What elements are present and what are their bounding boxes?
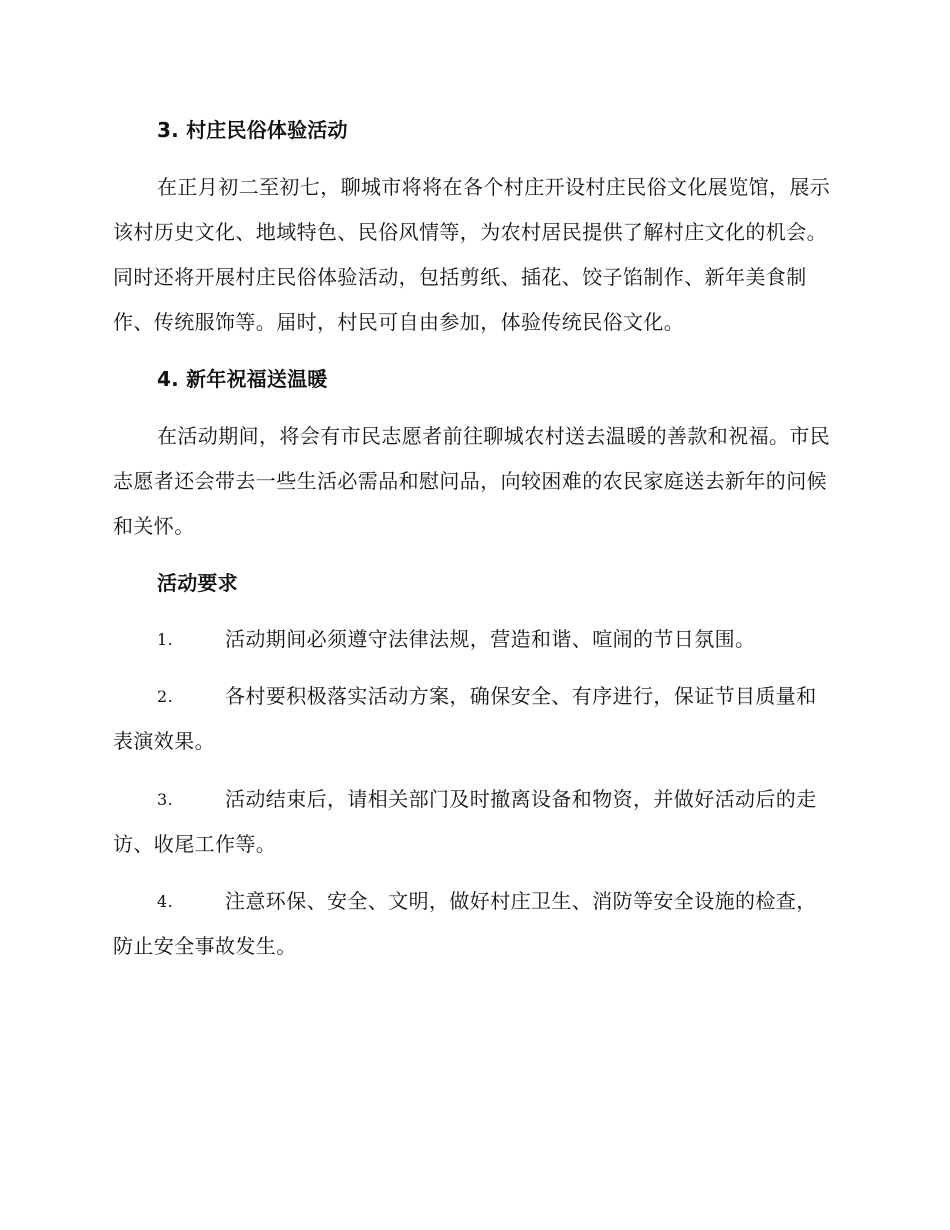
requirement-item-3 (113, 777, 833, 867)
requirement-text: 活动结束后，请相关部门及时撤离设备和物资，并做好活动后的走访、收尾工作等。 (113, 787, 817, 856)
requirement-text: 各村要积极落实活动方案，确保安全、有序进行，保证节目质量和表演效果。 (113, 684, 817, 753)
requirement-text: 活动期间必须遵守法律法规，营造和谐、喧闹的节日氛围。 (225, 627, 756, 651)
requirement-number: 1. (157, 630, 174, 649)
section-heading-4: 4. 新年祝福送温暖 (157, 367, 328, 391)
section-paragraph-3: 在正月初二至初七，聊城市将将在各个村庄开设村庄民俗文化展览馆，展示该村历史文化、地域特色、民俗风情等，为农村居民提供了解村庄文化的机会。同时还将开展村庄民俗体验活动，包括剪纸、插花、饺子馅制作、新年美食制作、传统服饰等。届时，村民可自由参加，体验传统民俗文化。 (113, 175, 831, 334)
requirement-number: 4. (157, 892, 174, 911)
requirement-item-1 (113, 617, 833, 662)
requirement-number: 3. (157, 790, 174, 809)
section-heading-3: 3. 村庄民俗体验活动 (157, 118, 348, 142)
section-paragraph-4: 在活动期间，将会有市民志愿者前往聊城农村送去温暖的善款和祝福。市民志愿者还会带去一些生活必需品和慰问品，向较困难的农民家庭送去新年的问候和关怀。 (113, 424, 831, 538)
requirement-item-2 (113, 674, 833, 764)
requirement-item-4 (113, 879, 833, 969)
requirements-heading: 活动要求 (157, 571, 238, 595)
requirement-number: 2. (157, 687, 174, 706)
requirement-text: 注意环保、安全、文明，做好村庄卫生、消防等安全设施的检查，防止安全事故发生。 (113, 889, 817, 958)
